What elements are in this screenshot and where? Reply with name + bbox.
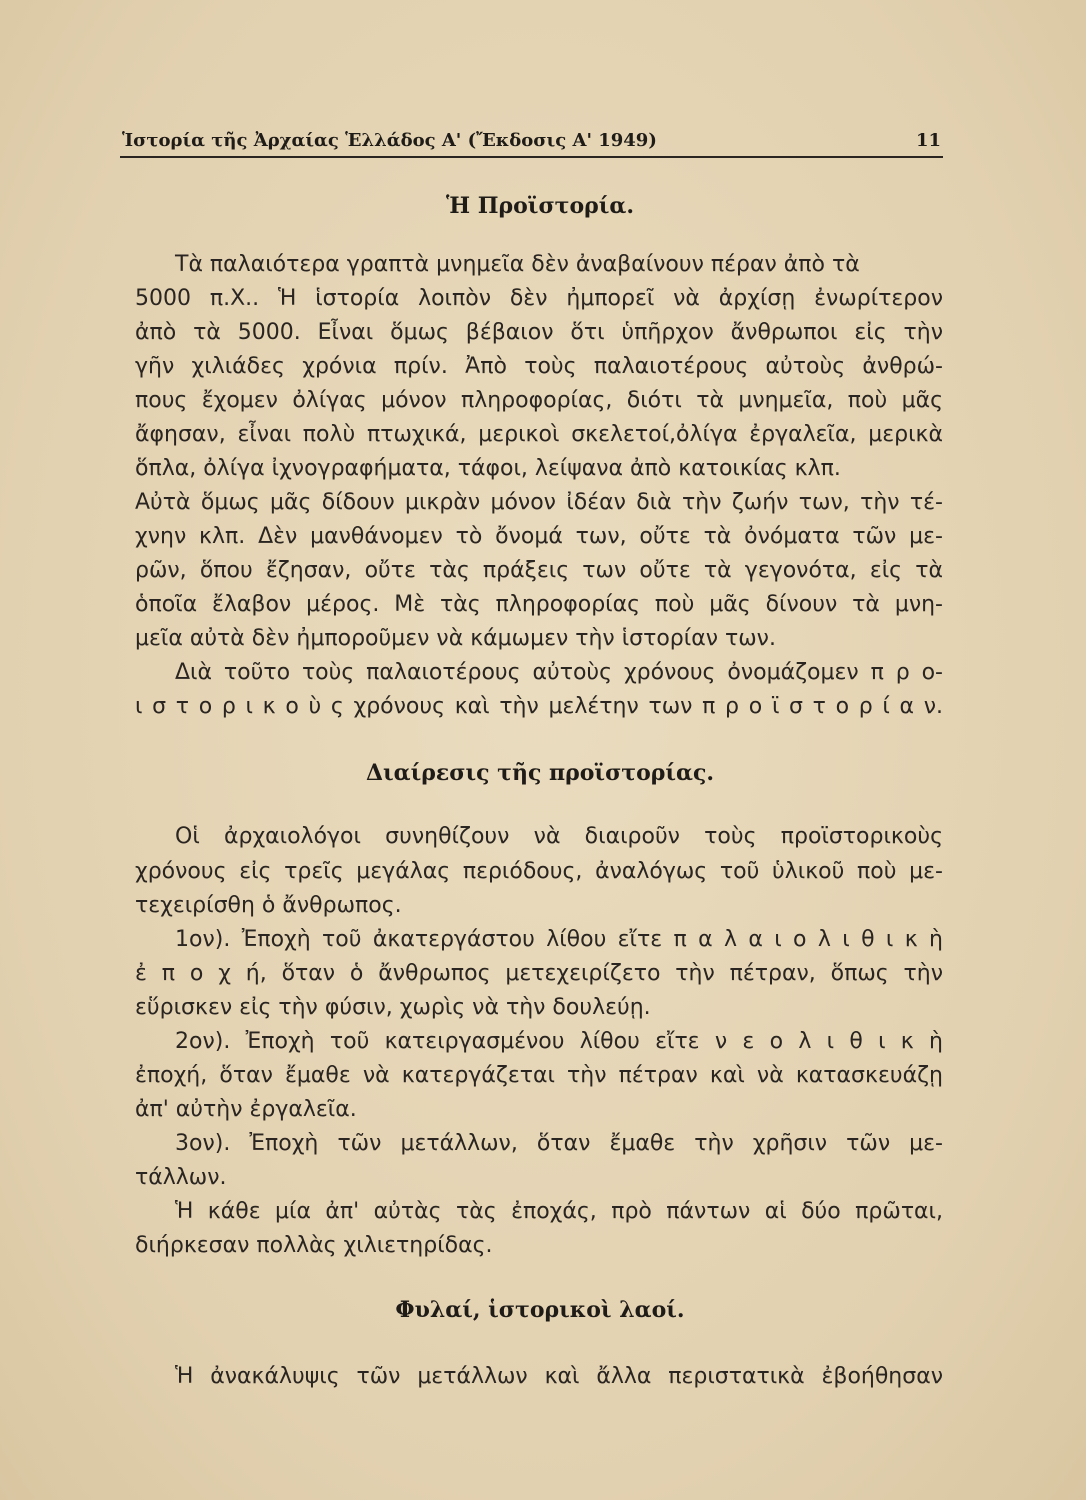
text-line: χνην κλπ. Δὲν μανθάνομεν τὸ ὄνομά των, οὔτε τὰ ὀνόματα τῶν με- — [135, 524, 943, 549]
text-line: Τὰ παλαιότερα γραπτὰ μνημεῖα δὲν ἀναβαίνουν πέραν ἀπὸ τὰ — [175, 252, 860, 277]
text-line: 3ον). Ἐποχὴ τῶν μετάλλων, ὅταν ἔμαθε τὴν χρῆσιν τῶν με- — [175, 1131, 943, 1156]
text-line: χρόνους εἰς τρεῖς μεγάλας περιόδους, ἀναλόγως τοῦ ὑλικοῦ ποὺ με- — [135, 859, 943, 884]
text-line: Οἱ ἀρχαιολόγοι συνηθίζουν νὰ διαιροῦν τοὺς προϊστορικοὺς — [175, 824, 943, 849]
running-header — [120, 130, 943, 158]
text-line: τεχειρίσθη ὁ ἄνθρωπος. — [135, 893, 402, 918]
text-line: τάλλων. — [135, 1165, 227, 1190]
page-number: 11 — [915, 130, 941, 151]
text-line: 2ον). Ἐποχὴ τοῦ κατειργασμένου λίθου εἴτε ν ε ο λ ι θ ι κ ὴ — [175, 1029, 943, 1054]
text-line: ἄφησαν, εἶναι πολὺ πτωχικά, μερικοὶ σκελετοί,ὀλίγα ἐργαλεῖα, μερικὰ — [135, 422, 943, 447]
text-line: Ἡ ἀνακάλυψις τῶν μετάλλων καὶ ἄλλα περιστατικὰ ἐβοήθησαν — [175, 1364, 943, 1389]
text-line: εὕρισκεν εἰς τὴν φύσιν, χωρὶς νὰ τὴν δουλεύῃ. — [135, 995, 651, 1020]
text-line: 5000 π.Χ.. Ἡ ἱστορία λοιπὸν δὲν ἠμπορεῖ νὰ ἀρχίσῃ ἐνωρίτερον — [135, 286, 943, 311]
text-line: ρῶν, ὅπου ἔζησαν, οὔτε τὰς πράξεις των οὔτε τὰ γεγονότα, εἰς τὰ — [135, 558, 943, 583]
section-heading-prehistory: Ἡ Προϊστορία. — [445, 193, 635, 219]
text-line: Διὰ τοῦτο τοὺς παλαιοτέρους αὐτοὺς χρόνους ὀνομάζομεν π ρ ο- — [175, 660, 943, 685]
section-heading-division: Διαίρεσις τῆς προϊστορίας. — [365, 760, 715, 786]
text-line: ἐ π ο χ ή, ὅταν ὁ ἄνθρωπος μετεχειρίζετο τὴν πέτραν, ὅπως τὴν — [135, 961, 943, 986]
text-line: ὅπλα, ὀλίγα ἰχνογραφήματα, τάφοι, λείψανα ἀπὸ κατοικίας κλπ. — [135, 456, 841, 481]
text-line: 1ον). Ἐποχὴ τοῦ ἀκατεργάστου λίθου εἴτε π α λ α ι ο λ ι θ ι κ ὴ — [175, 927, 943, 952]
text-line: ἀπὸ τὰ 5000. Εἶναι ὅμως βέβαιον ὅτι ὑπῆρχον ἄνθρωποι εἰς τὴν — [135, 320, 943, 345]
text-line: πους ἔχομεν ὀλίγας μόνον πληροφορίας, διότι τὰ μνημεῖα, ποὺ μᾶς — [135, 388, 943, 413]
header-title: Ἱστορία τῆς Ἀρχαίας Ἑλλάδος Α' (Ἔκδοσις Α' 1949) — [122, 130, 657, 151]
text-line: γῆν χιλιάδες χρόνια πρίν. Ἀπὸ τοὺς παλαιοτέρους αὐτοὺς ἀνθρώ- — [135, 354, 943, 379]
text-line: ὁποῖα ἔλαβον μέρος. Μὲ τὰς πληροφορίας ποὺ μᾶς δίνουν τὰ μνη- — [135, 592, 943, 617]
text-line: ι σ τ ο ρ ι κ ο ὺ ς χρόνους καὶ τὴν μελέτην των π ρ ο ϊ σ τ ο ρ ί α ν. — [135, 694, 943, 719]
text-line: διήρκεσαν πολλὰς χιλιετηρίδας. — [135, 1233, 493, 1258]
text-line: ἀπ' αὐτὴν ἐργαλεῖα. — [135, 1097, 357, 1122]
text-line: Ἡ κάθε μία ἀπ' αὐτὰς τὰς ἐποχάς, πρὸ πάντων αἱ δύο πρῶται, — [175, 1199, 943, 1224]
text-line: ἐποχή, ὅταν ἔμαθε νὰ κατεργάζεται τὴν πέτραν καὶ νὰ κατασκευάζῃ — [135, 1063, 943, 1088]
text-line: Αὐτὰ ὅμως μᾶς δίδουν μικρὰν μόνον ἰδέαν διὰ τὴν ζωήν των, τὴν τέ- — [135, 490, 943, 515]
section-heading-tribes: Φυλαί, ἱστορικοὶ λαοί. — [395, 1297, 685, 1323]
text-line: μεῖα αὐτὰ δὲν ἠμποροῦμεν νὰ κάμωμεν τὴν ἱστορίαν των. — [135, 626, 776, 651]
